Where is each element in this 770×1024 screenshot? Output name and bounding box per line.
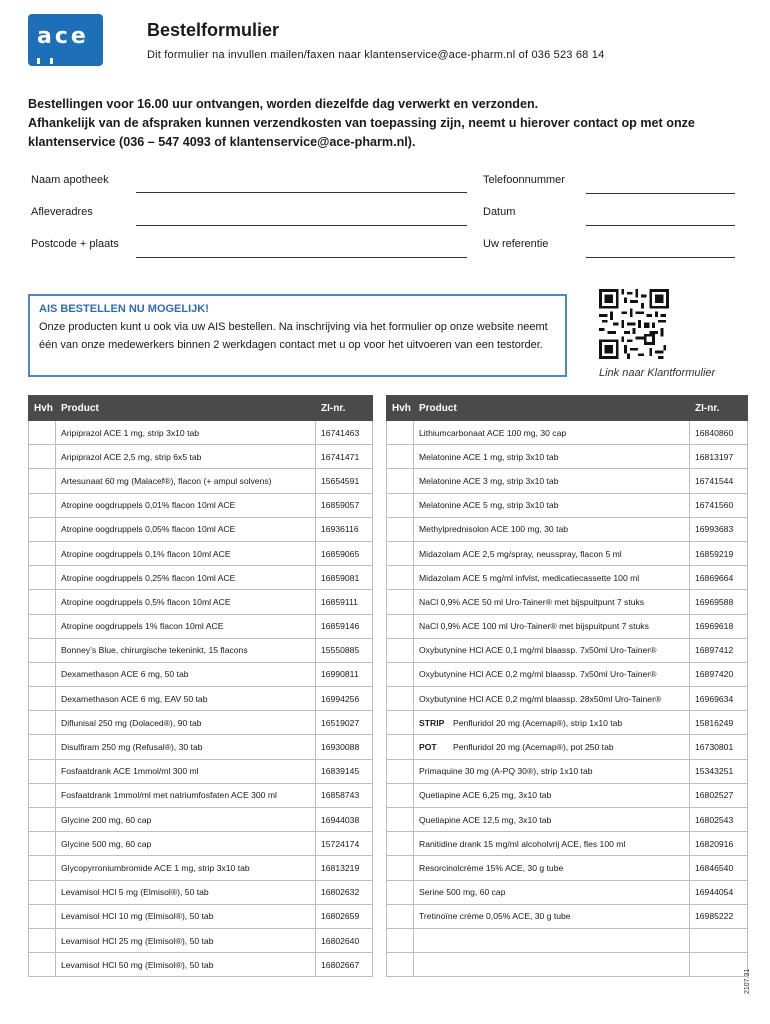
referentie-field[interactable]: [586, 257, 735, 258]
product-name: Artesunaat 60 mg (Malacef®), flacon (+ ampul solvens): [61, 475, 272, 486]
hvh-quantity-cell[interactable]: [29, 566, 56, 590]
product-cell: [56, 590, 316, 614]
product-name: Dexamethason ACE 6 mg, EAV 50 tab: [61, 693, 208, 704]
table-row: [387, 469, 748, 493]
logo-text: ace: [37, 24, 89, 49]
hvh-quantity-cell[interactable]: [29, 541, 56, 565]
zi-number-cell: 16859111: [316, 590, 373, 614]
product-name: Methylprednisolon ACE 100 mg, 30 tab: [419, 524, 569, 535]
zi-number-cell: 16897412: [690, 638, 748, 662]
product-cell: [56, 469, 316, 493]
table-row: [29, 904, 373, 928]
product-cell: [414, 832, 690, 856]
zi-number-cell: 15654591: [316, 469, 373, 493]
product-cell: [56, 735, 316, 759]
product-name: Atropine oogdruppels 0,05% flacon 10ml ACE: [61, 524, 236, 535]
product-name: Bonney’s Blue, chirurgische tekeninkt, 15 flacons: [61, 645, 248, 656]
product-cell: [56, 662, 316, 686]
product-cell: [56, 566, 316, 590]
product-cell: [414, 421, 690, 445]
product-name: Fosfaatdrank ACE 1mmol/ml 300 ml: [61, 766, 199, 777]
hvh-quantity-cell[interactable]: [29, 735, 56, 759]
table-row: [387, 421, 748, 445]
product-name: Levamisol HCl 5 mg (Elmisol®), 50 tab: [61, 887, 209, 898]
datum-field[interactable]: [586, 225, 735, 226]
hvh-quantity-cell[interactable]: [29, 493, 56, 517]
table-row: [29, 541, 373, 565]
product-name: Quetiapine ACE 12,5 mg, 3x10 tab: [419, 814, 552, 825]
table-row: [387, 880, 748, 904]
zi-number-cell: [690, 928, 748, 952]
product-name: Penfluridol 20 mg (Acemap®), pot 250 tab: [453, 742, 614, 753]
order-notice: [28, 95, 708, 152]
zi-number-cell: 16993683: [690, 517, 748, 541]
zi-number-cell: 16994256: [316, 687, 373, 711]
product-name: Atropine oogdruppels 1% flacon 10ml ACE: [61, 621, 224, 632]
hvh-quantity-cell[interactable]: [387, 493, 414, 517]
product-cell: [414, 541, 690, 565]
product-cell: [56, 904, 316, 928]
zi-number-cell: 16859057: [316, 493, 373, 517]
table-row: [29, 517, 373, 541]
zi-number-cell: 16802667: [316, 953, 373, 977]
table-row: [387, 904, 748, 928]
hvh-quantity-cell[interactable]: [29, 711, 56, 735]
product-cell: [414, 711, 690, 735]
product-cell: [56, 421, 316, 445]
product-cell: [414, 735, 690, 759]
product-name: Penfluridol 20 mg (Acemap®), strip 1x10 tab: [453, 717, 623, 728]
ais-title: AIS BESTELLEN NU MOGELIJK!: [39, 303, 209, 315]
zi-number-cell: 15343251: [690, 759, 748, 783]
table-row: [387, 783, 748, 807]
hvh-quantity-cell[interactable]: [387, 953, 414, 977]
zi-number-cell: 16846540: [690, 856, 748, 880]
telefoon-field[interactable]: [586, 193, 735, 194]
hvh-quantity-cell[interactable]: [29, 928, 56, 952]
hvh-quantity-cell[interactable]: [29, 590, 56, 614]
product-cell: [414, 638, 690, 662]
table-row: [387, 638, 748, 662]
table-row: [387, 759, 748, 783]
product-name: Aripiprazol ACE 2,5 mg, strip 6x5 tab: [61, 451, 202, 462]
product-name: Ranitidine drank 15 mg/ml alcoholvrij ACE, fles 100 ml: [419, 838, 626, 849]
hvh-header: Hvh: [387, 396, 414, 421]
product-name: Glycopyrroniumbromide ACE 1 mg, strip 3x10 tab: [61, 862, 250, 873]
hvh-quantity-cell[interactable]: [387, 832, 414, 856]
product-cell: [56, 541, 316, 565]
hvh-quantity-cell[interactable]: [29, 421, 56, 445]
product-cell: [56, 953, 316, 977]
table-row: [29, 662, 373, 686]
product-name: Atropine oogdruppels 0,5% flacon 10ml ACE: [61, 596, 231, 607]
table-row: [29, 614, 373, 638]
referentie-label: Uw referentie: [483, 238, 549, 250]
product-cell: [56, 880, 316, 904]
table-row: [29, 493, 373, 517]
table-row: [29, 445, 373, 469]
notice-line-2: Afhankelijk van de afspraken kunnen verzendkosten van toepassing zijn, neemt u hierover contact op met onze klantenservice (036 – 547 4093 of klantenservice@ace-pharm.nl).: [28, 116, 695, 149]
zi-number-cell: 16813197: [690, 445, 748, 469]
table-row: [387, 445, 748, 469]
zi-header: ZI-nr.: [316, 396, 373, 421]
zi-number-cell: 16969618: [690, 614, 748, 638]
hvh-quantity-cell[interactable]: [387, 662, 414, 686]
table-row: [29, 856, 373, 880]
product-cell: [414, 928, 690, 952]
zi-number-cell: 16840860: [690, 421, 748, 445]
product-cell: [414, 783, 690, 807]
table-row: [29, 687, 373, 711]
zi-number-cell: 16859081: [316, 566, 373, 590]
table-header-row: [387, 396, 748, 421]
zi-number-cell: 16802543: [690, 808, 748, 832]
table-row: [387, 493, 748, 517]
table-row: [29, 759, 373, 783]
zi-number-cell: 16897420: [690, 662, 748, 686]
product-cell: [414, 614, 690, 638]
hvh-quantity-cell[interactable]: [387, 880, 414, 904]
product-cell: [56, 783, 316, 807]
product-cell: [414, 662, 690, 686]
product-name: Levamisol HCl 50 mg (Elmisol®), 50 tab: [61, 959, 214, 970]
zi-number-cell: 16969588: [690, 590, 748, 614]
product-name: Resorcinolcrème 15% ACE, 30 g tube: [419, 862, 564, 873]
product-cell: [414, 517, 690, 541]
hvh-quantity-cell[interactable]: [387, 517, 414, 541]
product-name: Diflunisal 250 mg (Dolaced®), 90 tab: [61, 717, 202, 728]
hvh-quantity-cell[interactable]: [29, 783, 56, 807]
product-cell: [414, 445, 690, 469]
table-row: [387, 856, 748, 880]
hvh-quantity-cell[interactable]: [387, 421, 414, 445]
product-name: Midazolam ACE 2,5 mg/spray, neusspray, flacon 5 ml: [419, 548, 622, 559]
postcode-field[interactable]: [136, 257, 467, 258]
product-name: Melatonine ACE 5 mg, strip 3x10 tab: [419, 500, 559, 511]
product-name: Melatonine ACE 1 mg, strip 3x10 tab: [419, 451, 559, 462]
afleveradres-label: Afleveradres: [31, 206, 93, 218]
hvh-quantity-cell[interactable]: [29, 614, 56, 638]
product-header: Product: [414, 396, 690, 421]
hvh-quantity-cell[interactable]: [387, 783, 414, 807]
afleveradres-field[interactable]: [136, 225, 467, 226]
ace-logo: [28, 14, 103, 66]
product-name: Oxybutynine HCl ACE 0,2 mg/ml blaassp. 7x50ml Uro-Tainer®: [419, 669, 657, 680]
product-name: Glycine 200 mg, 60 cap: [61, 814, 152, 825]
product-name: Melatonine ACE 3 mg, strip 3x10 tab: [419, 475, 559, 486]
hvh-quantity-cell[interactable]: [387, 590, 414, 614]
table-header-row: [29, 396, 373, 421]
hvh-quantity-cell[interactable]: [29, 759, 56, 783]
page-subtitle: Dit formulier na invullen mailen/faxen naar klantenservice@ace-pharm.nl of 036 523 68 14: [147, 49, 605, 61]
product-header: Product: [56, 396, 316, 421]
zi-number-cell: 16802527: [690, 783, 748, 807]
product-cell: [414, 880, 690, 904]
zi-number-cell: 16858743: [316, 783, 373, 807]
product-cell: [414, 759, 690, 783]
product-name: Levamisol HCl 10 mg (Elmisol®), 50 tab: [61, 911, 214, 922]
zi-number-cell: 16859219: [690, 541, 748, 565]
table-row: [29, 808, 373, 832]
package-type-label: POT: [419, 742, 437, 753]
hvh-quantity-cell[interactable]: [29, 638, 56, 662]
product-name: Dexamethason ACE 6 mg, 50 tab: [61, 669, 189, 680]
ais-info-box: [28, 294, 567, 377]
zi-number-cell: [690, 953, 748, 977]
table-row: [29, 421, 373, 445]
table-row: [29, 711, 373, 735]
table-row: [387, 832, 748, 856]
product-cell: [56, 759, 316, 783]
product-cell: [414, 590, 690, 614]
naam-apotheek-field[interactable]: [136, 192, 467, 193]
page-title: Bestelformulier: [147, 20, 280, 40]
product-cell: [414, 566, 690, 590]
hvh-quantity-cell[interactable]: [387, 687, 414, 711]
product-name: Quetiapine ACE 6,25 mg, 3x10 tab: [419, 790, 552, 801]
product-table-left: [28, 395, 373, 977]
product-name: Midazolam ACE 5 mg/ml infvlst, medicatiecassette 100 ml: [419, 572, 640, 583]
hvh-quantity-cell[interactable]: [387, 638, 414, 662]
product-cell: [56, 832, 316, 856]
table-row: [387, 928, 748, 952]
product-name: Lithiumcarbonaat ACE 100 mg, 30 cap: [419, 427, 567, 438]
product-name: Serine 500 mg, 60 cap: [419, 887, 506, 898]
hvh-quantity-cell[interactable]: [29, 469, 56, 493]
hvh-quantity-cell[interactable]: [387, 759, 414, 783]
hvh-quantity-cell[interactable]: [29, 687, 56, 711]
zi-number-cell: 16936116: [316, 517, 373, 541]
qr-code-icon[interactable]: [597, 289, 671, 359]
product-cell: [414, 808, 690, 832]
zi-number-cell: 16741560: [690, 493, 748, 517]
qr-caption: Link naar Klantformulier: [599, 367, 716, 379]
zi-number-cell: 15816249: [690, 711, 748, 735]
product-name: Fosfaatdrank 1mmol/ml met natriumfosfaten ACE 300 ml: [61, 790, 277, 801]
product-cell: [56, 687, 316, 711]
table-row: [29, 590, 373, 614]
hvh-quantity-cell[interactable]: [29, 880, 56, 904]
product-cell: [56, 928, 316, 952]
hvh-quantity-cell[interactable]: [387, 856, 414, 880]
zi-number-cell: 16519027: [316, 711, 373, 735]
hvh-quantity-cell[interactable]: [387, 904, 414, 928]
zi-number-cell: 16802632: [316, 880, 373, 904]
product-cell: [414, 493, 690, 517]
product-name: NaCl 0,9% ACE 50 ml Uro-Tainer® met bijspuitpunt 7 stuks: [419, 596, 645, 607]
hvh-quantity-cell[interactable]: [387, 808, 414, 832]
zi-number-cell: 16730801: [690, 735, 748, 759]
table-row: [29, 880, 373, 904]
zi-number-cell: 16741471: [316, 445, 373, 469]
hvh-quantity-cell[interactable]: [387, 445, 414, 469]
table-row: [29, 832, 373, 856]
product-name: Levamisol HCl 25 mg (Elmisol®), 50 tab: [61, 935, 214, 946]
table-row: [387, 711, 748, 735]
table-row: [29, 469, 373, 493]
hvh-quantity-cell[interactable]: [387, 469, 414, 493]
product-cell: [56, 517, 316, 541]
table-row: [29, 566, 373, 590]
product-cell: [56, 445, 316, 469]
zi-number-cell: 16944054: [690, 880, 748, 904]
product-name: Disulfiram 250 mg (Refusal®), 30 tab: [61, 742, 203, 753]
zi-number-cell: 15724174: [316, 832, 373, 856]
hvh-quantity-cell[interactable]: [29, 832, 56, 856]
zi-number-cell: 15550885: [316, 638, 373, 662]
ais-body: Onze producten kunt u ook via uw AIS bestellen. Na inschrijving via het formulier op onze website neemt één van onze medewerkers binnen 2 werkdagen contact met u op voor het uitvoeren van een testorder.: [39, 321, 548, 351]
product-name: NaCl 0,9% ACE 100 ml Uro-Tainer® met bijspuitpunt 7 stuks: [419, 621, 649, 632]
table-row: [387, 541, 748, 565]
product-cell: [56, 493, 316, 517]
product-name: Tretinoïne crème 0,05% ACE, 30 g tube: [419, 911, 571, 922]
product-cell: [56, 614, 316, 638]
table-row: [387, 808, 748, 832]
zi-number-cell: 16985222: [690, 904, 748, 928]
product-cell: [56, 808, 316, 832]
product-cell: [414, 856, 690, 880]
product-cell: [414, 469, 690, 493]
telefoon-label: Telefoonnummer: [483, 174, 565, 186]
table-row: [29, 953, 373, 977]
zi-number-cell: 16741463: [316, 421, 373, 445]
datum-label: Datum: [483, 206, 516, 218]
zi-number-cell: 16990811: [316, 662, 373, 686]
hvh-quantity-cell[interactable]: [387, 566, 414, 590]
product-name: Oxybutynine HCl ACE 0,1 mg/ml blaassp. 7x50ml Uro-Tainer®: [419, 645, 657, 656]
logo-mark: [37, 58, 53, 64]
hvh-quantity-cell[interactable]: [29, 856, 56, 880]
zi-number-cell: 16944038: [316, 808, 373, 832]
zi-number-cell: 16869664: [690, 566, 748, 590]
product-name: Atropine oogdruppels 0,01% flacon 10ml ACE: [61, 500, 236, 511]
hvh-quantity-cell[interactable]: [29, 517, 56, 541]
table-row: [29, 928, 373, 952]
naam-apotheek-label: Naam apotheek: [31, 174, 109, 186]
notice-line-1: Bestellingen voor 16.00 uur ontvangen, worden diezelfde dag verwerkt en verzonden.: [28, 97, 539, 111]
product-name: Primaquine 30 mg (A-PQ 30®), strip 1x10 tab: [419, 766, 593, 777]
table-row: [387, 662, 748, 686]
table-row: [387, 566, 748, 590]
hvh-quantity-cell[interactable]: [29, 445, 56, 469]
hvh-quantity-cell[interactable]: [29, 808, 56, 832]
product-name: Atropine oogdruppels 0,25% flacon 10ml ACE: [61, 572, 236, 583]
zi-number-cell: 16859146: [316, 614, 373, 638]
table-row: [387, 687, 748, 711]
product-name: Atropine oogdruppels 0,1% flacon 10ml ACE: [61, 548, 231, 559]
hvh-quantity-cell[interactable]: [29, 904, 56, 928]
zi-header: ZI-nr.: [690, 396, 748, 421]
table-row: [387, 614, 748, 638]
zi-number-cell: 16969634: [690, 687, 748, 711]
table-row: [387, 517, 748, 541]
product-table-right: [386, 395, 748, 977]
hvh-quantity-cell[interactable]: [29, 662, 56, 686]
hvh-header: Hvh: [29, 396, 56, 421]
table-row: [29, 735, 373, 759]
product-cell: [56, 638, 316, 662]
zi-number-cell: 16741544: [690, 469, 748, 493]
hvh-quantity-cell[interactable]: [29, 953, 56, 977]
table-row: [387, 590, 748, 614]
zi-number-cell: 16802659: [316, 904, 373, 928]
product-cell: [414, 953, 690, 977]
hvh-quantity-cell[interactable]: [387, 735, 414, 759]
postcode-label: Postcode + plaats: [31, 238, 119, 250]
product-cell: [414, 687, 690, 711]
product-cell: [56, 711, 316, 735]
zi-number-cell: 16802640: [316, 928, 373, 952]
zi-number-cell: 16930088: [316, 735, 373, 759]
product-name: Aripiprazol ACE 1 mg, strip 3x10 tab: [61, 427, 200, 438]
hvh-quantity-cell[interactable]: [387, 614, 414, 638]
zi-number-cell: 16820916: [690, 832, 748, 856]
document-code: 2107.31: [744, 968, 751, 994]
zi-number-cell: 16859065: [316, 541, 373, 565]
table-row: [29, 783, 373, 807]
table-row: [387, 953, 748, 977]
table-row: [387, 735, 748, 759]
hvh-quantity-cell[interactable]: [387, 711, 414, 735]
hvh-quantity-cell[interactable]: [387, 928, 414, 952]
hvh-quantity-cell[interactable]: [387, 541, 414, 565]
product-cell: [56, 856, 316, 880]
product-name: Oxybutynine HCl ACE 0,2 mg/ml blaassp. 28x50ml Uro-Tainer®: [419, 693, 662, 704]
zi-number-cell: 16813219: [316, 856, 373, 880]
zi-number-cell: 16839145: [316, 759, 373, 783]
package-type-label: STRIP: [419, 717, 445, 728]
product-name: Glycine 500 mg, 60 cap: [61, 838, 152, 849]
table-row: [29, 638, 373, 662]
product-cell: [414, 904, 690, 928]
